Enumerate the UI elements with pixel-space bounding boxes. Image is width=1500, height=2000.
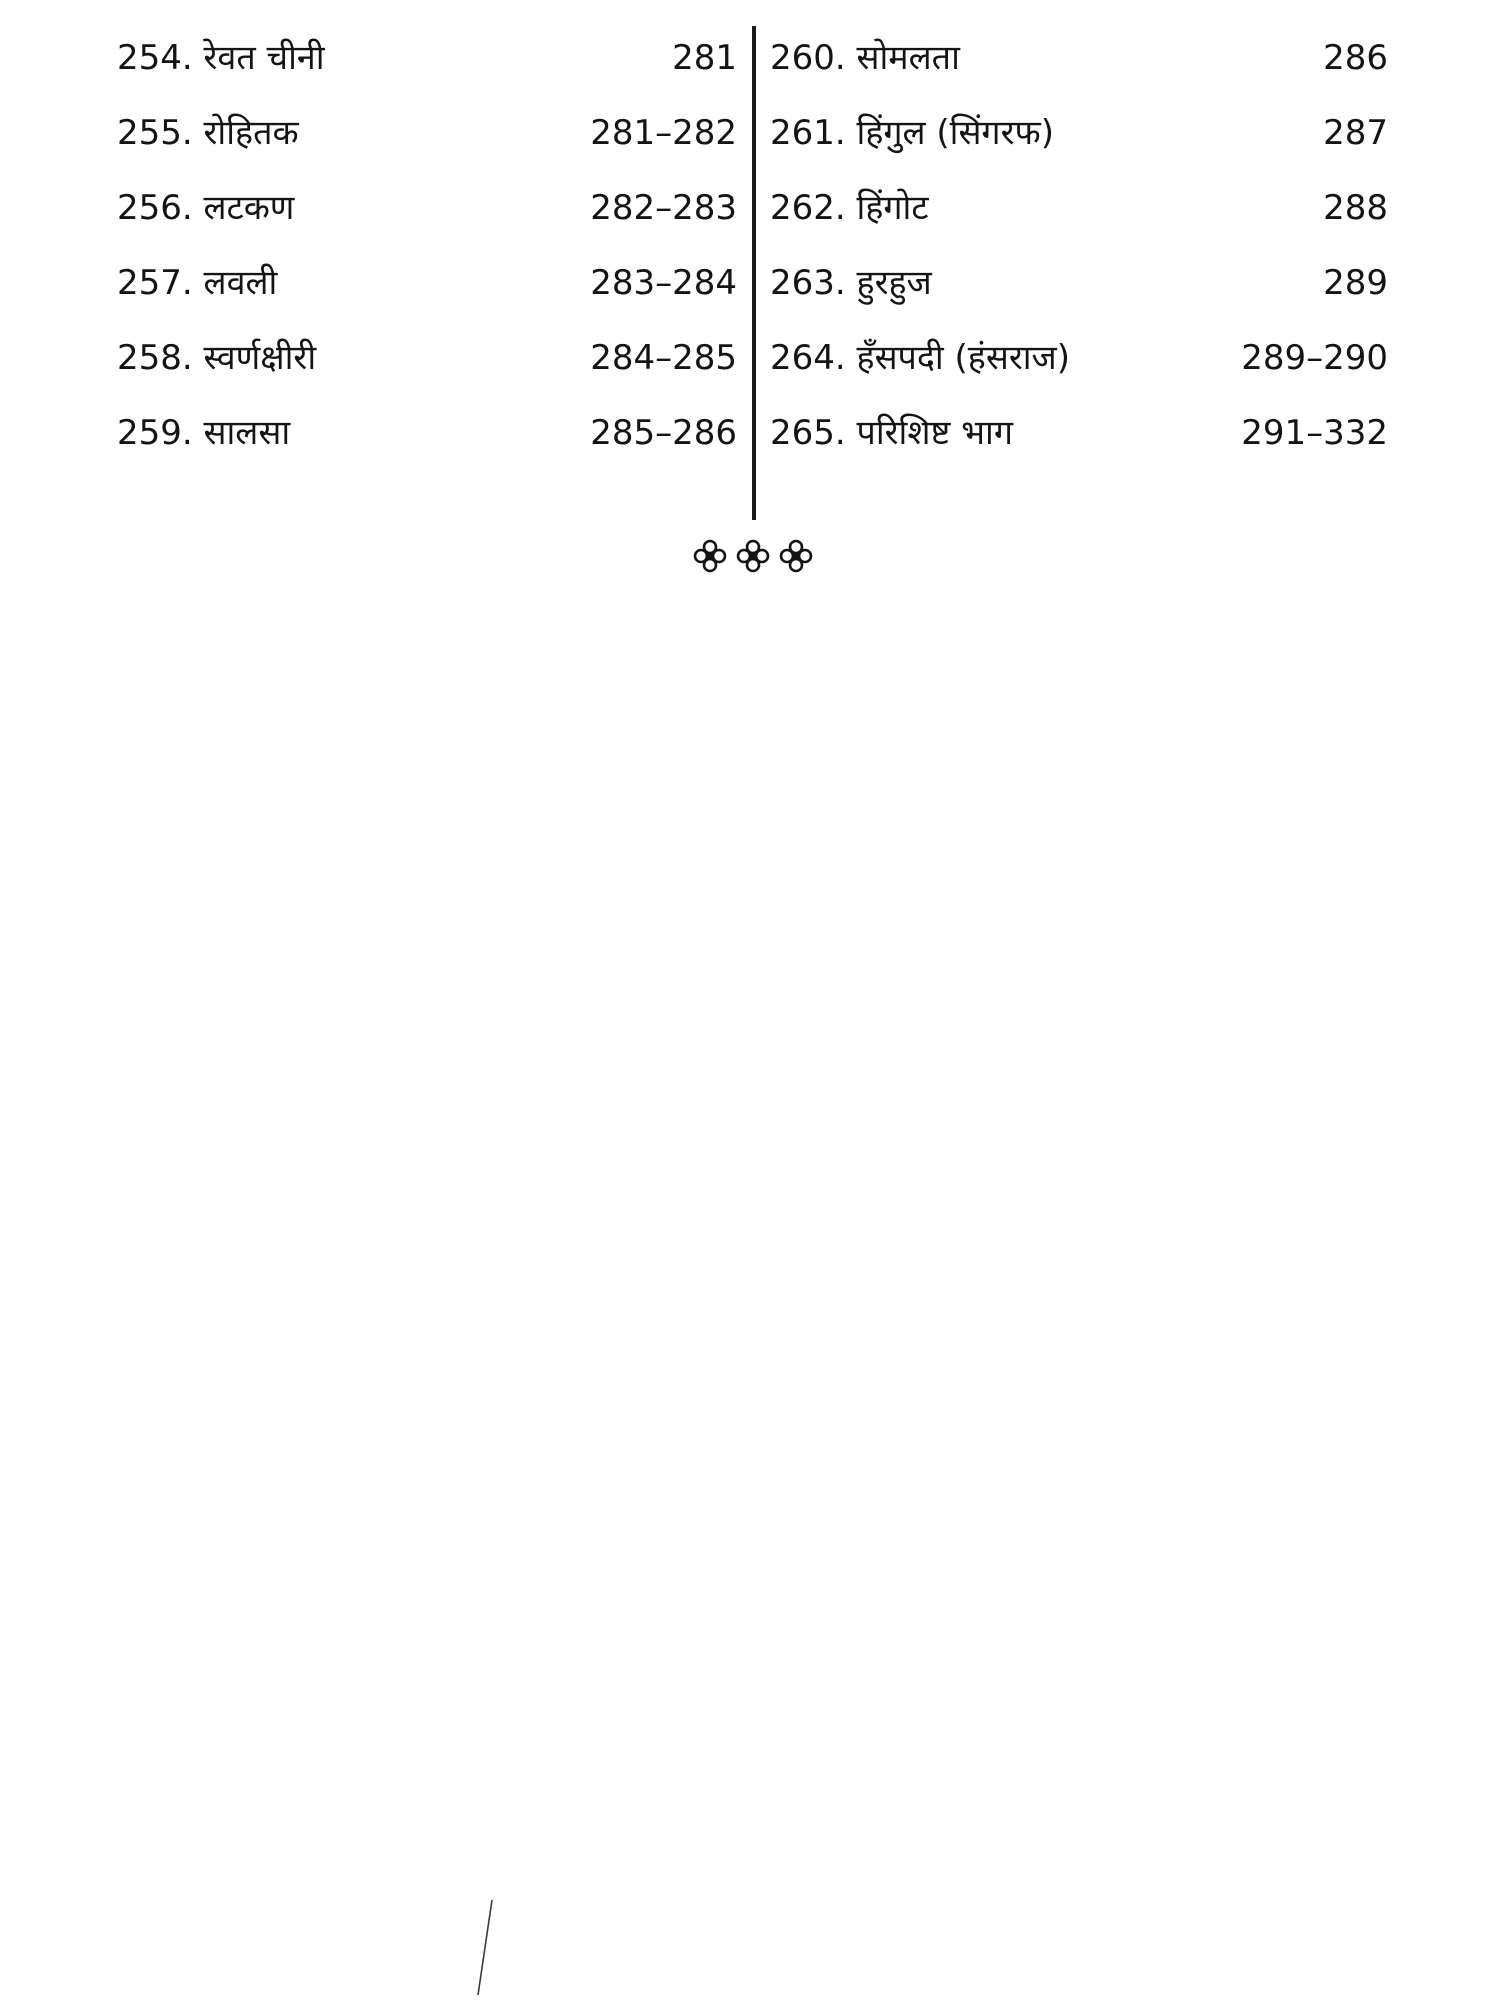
toc-entry [770, 403, 1388, 478]
toc-entry-title: 260. सोमलता [770, 38, 960, 78]
toc-entry-title: 257. लवली [117, 263, 278, 303]
toc-entry-pages: 289–290 [1241, 338, 1388, 378]
toc-entry-title: 255. रोहितक [117, 113, 299, 153]
toc-entry-title: 256. लटकण [117, 188, 295, 228]
toc-entry-pages: 282–283 [590, 188, 737, 228]
toc-entry-title: 258. स्वर्णक्षीरी [117, 338, 317, 378]
toc-entry-title: 259. सालसा [117, 413, 291, 453]
toc-right-column [770, 28, 1388, 478]
toc-entry [770, 178, 1388, 253]
floral-knot-ornament-icon [688, 534, 818, 578]
toc-entry-title: 261. हिंगुल (सिंगरफ) [770, 113, 1054, 153]
toc-entry-pages: 288 [1323, 188, 1388, 228]
toc-entry [770, 28, 1388, 103]
toc-entry [770, 253, 1388, 328]
toc-entry [117, 253, 737, 328]
toc-entry [117, 178, 737, 253]
toc-entry [117, 103, 737, 178]
toc-entry [117, 28, 737, 103]
toc-entry-title: 254. रेवत चीनी [117, 38, 325, 78]
toc-entry-pages: 285–286 [590, 413, 737, 453]
toc-entry-title: 265. परिशिष्ट भाग [770, 413, 1013, 453]
column-divider [752, 26, 756, 520]
toc-entry-pages: 281–282 [590, 113, 737, 153]
toc-entry-pages: 283–284 [590, 263, 737, 303]
toc-entry [117, 328, 737, 403]
toc-entry-pages: 286 [1323, 38, 1388, 78]
toc-entry-pages: 289 [1323, 263, 1388, 303]
toc-entry [770, 328, 1388, 403]
toc-left-column [117, 28, 737, 478]
toc-entry-pages: 291–332 [1241, 413, 1388, 453]
toc-entry-pages: 284–285 [590, 338, 737, 378]
toc-entry [770, 103, 1388, 178]
toc-entry-title: 264. हँसपदी (हंसराज) [770, 338, 1071, 378]
toc-entry-pages: 287 [1323, 113, 1388, 153]
toc-entry-title: 263. हुरहुज [770, 263, 932, 303]
toc-entry [117, 403, 737, 478]
toc-entry-pages: 281 [672, 38, 737, 78]
pen-stroke-mark [470, 1900, 500, 2000]
toc-entry-title: 262. हिंगोट [770, 188, 929, 228]
